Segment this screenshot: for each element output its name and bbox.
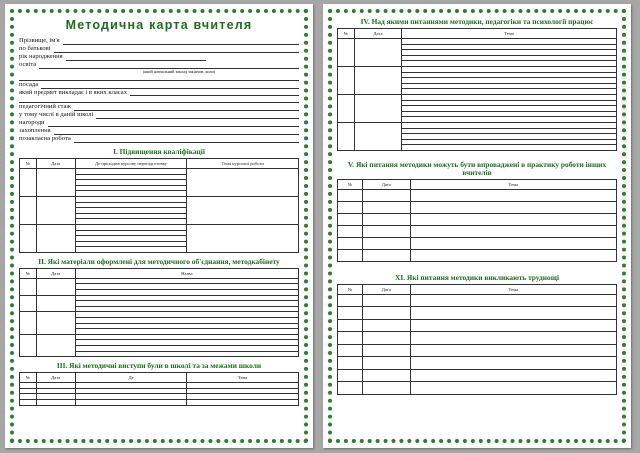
teacher-info-fields [19, 37, 299, 143]
section-6-title: ХI. Які питання методики викликають труднощі [394, 272, 560, 282]
col-number: № [338, 179, 363, 189]
col-where: Де проходив курсову перепідготовку [75, 158, 187, 168]
section-2-title: ІІ. Які матеріали оформлені для методичного об'єднання, методкабінету [38, 256, 280, 266]
field-hobbies: захоплення [19, 127, 299, 135]
page-title: Методична карта вчителя [65, 18, 253, 32]
field-subject-line2 [19, 96, 299, 103]
col-date: Дата [36, 373, 75, 383]
col-theme: Тема [402, 29, 617, 39]
section-3-title: ІІІ. Які методичні виступи були в школі та за межами школи [56, 361, 262, 371]
col-number: № [20, 158, 37, 168]
col-number: № [338, 29, 355, 39]
field-awards: нагороди [19, 119, 299, 127]
col-number: № [20, 268, 37, 278]
col-date: Дата [363, 179, 410, 189]
table-materials [19, 268, 299, 357]
col-date: Дата [354, 29, 401, 39]
section-4-title: IV. Над якими питаннями методики, педагогіки та психології працює [360, 17, 594, 26]
table-presentations [19, 372, 299, 405]
col-theme: Тема [410, 179, 616, 189]
col-theme: Тема курсової роботи [187, 158, 299, 168]
col-name: Назва [75, 268, 298, 278]
field-experience-school: у тому числі в даній школі [19, 111, 299, 119]
col-date: Дата [363, 284, 410, 294]
education-note: (який навчальний заклад закінчив, коли) [142, 68, 216, 74]
col-date: Дата [36, 268, 75, 278]
col-theme: Тема [410, 284, 616, 294]
col-theme: Тема [187, 373, 299, 383]
col-number: № [338, 284, 363, 294]
right-page [323, 4, 631, 448]
col-number: № [20, 373, 37, 383]
col-date: Дата [36, 158, 75, 168]
field-position: посада [19, 81, 299, 89]
field-subject: який предмет викладає і в яких класах [19, 89, 299, 97]
field-experience: педагогічний стаж [19, 103, 299, 111]
left-page [5, 4, 313, 448]
table-practice-topics [337, 179, 617, 262]
section-5-title: V. Які питання методики можуть бути впроваджені в практику роботи інших вчителів [347, 159, 607, 177]
table-research-topics [337, 28, 617, 151]
table-qualification [19, 158, 299, 253]
field-education: освіта [19, 61, 299, 69]
field-extracurricular: позакласна робота [19, 135, 299, 143]
col-where: Де [75, 373, 187, 383]
field-education-line2 [19, 74, 299, 81]
field-birth-year: рік народження [19, 53, 299, 61]
field-surname: Прізвище, ім'я [19, 37, 299, 45]
section-1-title: І. Підвищення кваліфікації [113, 146, 205, 156]
table-difficulties [337, 284, 617, 395]
field-patronymic: по батькові [19, 45, 299, 53]
